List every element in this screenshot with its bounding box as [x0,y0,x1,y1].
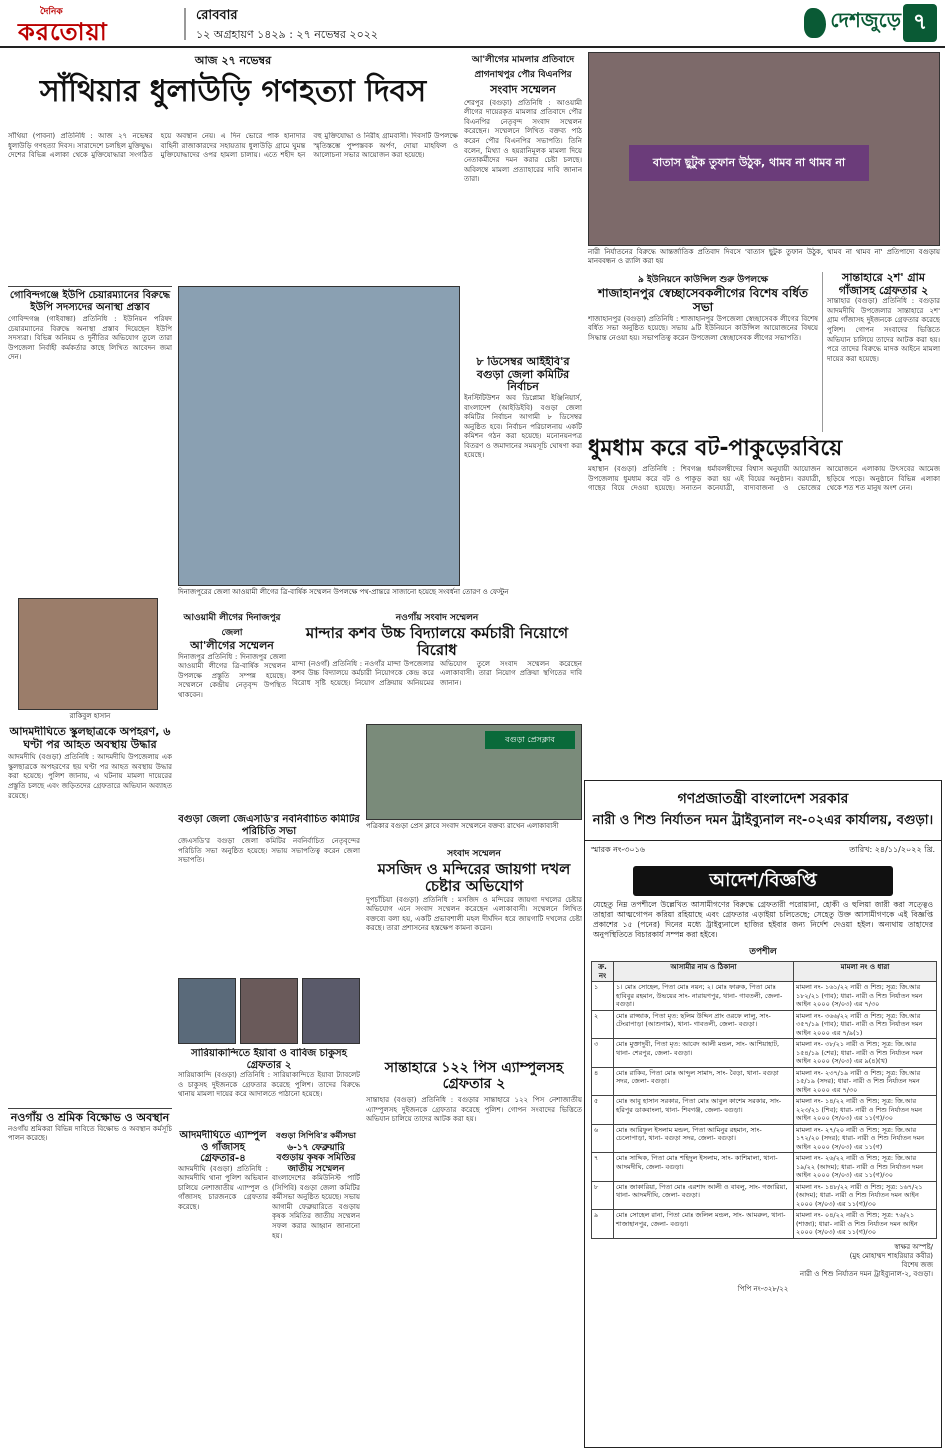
notice-body: যেহেতু নিম্ন তপশীলে উল্লেখিত আসামীগণের বিরুদ্ধে গ্রেফতারী পরোয়ানা, হোকী ও হুলিয়া জারী করা সত্ত্বেও তাহারা আত্মগোপন করিয়া রহিয়াছে এবং গ্রেফতার এড়াইয়া চলিতেছে; সেহেতু উক্ত আসামীগণকে এই বিজ্ঞপ্তি প্রকাশের ১৫ (পনের) দিনের মধ্যে ট্রাইব্যুনালে হাজির হইবার জন্য নির্দেশ দেওয়া হইল। অন্যথায় তাহাদের অনুপস্থিতিতে বিচারকার্য সম্পন্ন করা হইবে। [593,900,933,939]
accused-photo-2 [240,978,298,1044]
row-accused: মোঃ আবু হাসান সরকার, পিতা মোঃ আবুল কাশেম সরকার, সাং- হরিপুর ডাকবাংলা, থানা- শিবগঞ্জ, জেলা- বগুড়া। [614,1096,794,1125]
row-serial: ৩ [592,1039,614,1068]
jsd-body: জেএসডি'র বগুড়া জেলা কমিটির নবনির্বাচিত নেতৃবৃন্দের পরিচিতি সভা অনুষ্ঠিত হয়েছে। সভায় সভাপতিত্ব করেন জেলা সভাপতি। [178,837,360,865]
notice-pp: পিপি নং-৩২৮/২২ [737,1284,789,1293]
naogaon-story [8,1108,172,1448]
order-title: আদেশ/বিজ্ঞপ্তি [633,866,893,896]
table-row [592,1067,937,1096]
notice-header [585,781,941,841]
table-row [592,1210,937,1239]
kidnap-title: আদমদীঘিতে স্কুলছাত্রকে অপহরণ, ৬ ঘণ্টা পর আহত অবস্থায় উদ্ধার [9,726,171,751]
shajahanpur-body: শাজাহানপুর (বগুড়া) প্রতিনিধি : শাজাহানপুর উপজেলা স্বেচ্ছাসেবক লীগের বিশেষ বর্ধিত সভা অনুষ্ঠিত হয়েছে। সভায় ৯টি ইউনিয়নে কাউন্সিল আয়োজনের বিষয়ে সিদ্ধান্ত নেওয়া হয়। সভাপতিত্ব করেন উপজেলা স্বেচ্ছাসেবক লীগের সভাপতি। [588,314,818,342]
row-case: মামলা নং- ২৬/২২ নারী ও শিশু; সূত্র: জি.আর ১৯/২২ (আদম); ধারা- নারী ও শিশু নির্যাতন দমন আইন ২০০০ (স/০৩) এর ১১(গ)/৩০ [794,1153,937,1182]
table-row [592,1181,937,1210]
rally-caption: নারী নির্যাতনের বিরুদ্ধে আন্তর্জাতিক প্রতিবাদ দিবসে 'বাতাস ছুটুক তুফান উঠুক, থামব না থামব না' প্রতিপাদ্যে বগুড়ায় মানববন্ধন ও র‍্যালি করা হয় [588,248,940,265]
page-number: ৭ [903,4,937,42]
schedule-header-case: মামলা নং ও ধারা [794,962,937,982]
cpb-body: বাংলাদেশের কমিউনিস্ট পার্টি (সিপিবি) বগুড়া জেলা কমিটির কর্মীসভা অনুষ্ঠিত হয়েছে। সভায় আগামী ফেব্রুয়ারিতে বগুড়ায় কৃষক সমিতির জাতীয় সম্মেলন সফল করার আহ্বান জানানো হয়। [272,1174,360,1240]
naogaon-body: নওগাঁয় শ্রমিকরা বিভিন্ন দাবিতে বিক্ষোভ ও অবস্থান কর্মসূচি পালন করেছে। [8,1124,172,1143]
row-serial: ৭ [592,1153,614,1182]
issue-date: ১২ অগ্রহায়ণ ১৪২৯ : ২৭ নভেম্বর ২০২২ [196,28,379,41]
mosque-body: দুপচাঁচিয়া (বগুড়া) প্রতিনিধি : মসজিদ ও মন্দিরের জায়গা দখলের চেষ্টার অভিযোগ এনে সংবাদ সম্মেলন করেছেন এলাকাবাসী। সম্মেলনে লিখিত বক্তব্যে বলা হয়, একটি প্রভাবশালী মহল দীর্ঘদিন ধরে জায়গাটি দখলের চেষ্টা করছে। তারা প্রশাসনের হস্তক্ষেপ কামনা করেন। [366,895,582,933]
masthead [0,0,945,48]
dinajpur-kicker: আওয়ামী লীগের দিনাজপুর জেলা [183,613,281,638]
row-case: মামলা নং- ২৩৭/১৯ নারী ও শিশু; সূত্র: জি.আর ১৫/১৯ (সদর); ধারা- নারী ও শিশু নির্যাতন দমন আইন ২০০০ এর ৭/৩০ [794,1067,937,1096]
cpb-story [272,1130,360,1448]
shajahanpur-kicker: ৯ ইউনিয়নে কাউন্সিল শুরু উপলক্ষে [638,275,768,285]
wedding-body: মহাস্থান (বগুড়া) প্রতিনিধি : শিবগঞ্জ উপজেলায় ধুমধাম করে বট ও পাকুড় গাছের বিয়ে দেওয়া হয়েছে। সনাতন ধর্মাবলম্বীদের বিশ্বাস অনুযায়ী আয়োজন করা হয় এই বিয়ের অনুষ্ঠান। বরযাত্রী, কনেযাত্রী, বাদ্যবাজনা ও ভোজের আয়োজনে এলাকায় উৎসবের আমেজ ছড়িয়ে পড়ে। অনুষ্ঠানে বিভিন্ন এলাকা থেকে শত শত মানুষ অংশ নেন। [588,465,940,493]
shajahanpur-story [588,272,818,412]
student-name: রাকিবুল হাসান [69,712,111,720]
row-serial: ২ [592,1010,614,1039]
divider [184,8,186,40]
row-case: মামলা নং- ০৪/২২ নারী ও শিশু; সূত্র: ৭৬/২১ (শাজা); ধারা- নারী ও শিশু নির্যাতন দমন আইন ২০০০ (স/০৩) এর ১১(গ)/৩০ [794,1210,937,1239]
row-serial: ৮ [592,1181,614,1210]
santahar-ganja-title: সান্তাহারে ২শ' গ্রাম গাঁজাসহ গ্রেফতার ২ [838,272,929,297]
row-accused: মোঃ রাকিব, পিতা মোঃ আব্দুল সামাদ, সাং- বৈড়া, থানা- বগুড়া সদর, জেলা- বগুড়া। [614,1067,794,1096]
adamdighi-body: আদমদীঘি (বগুড়া) প্রতিনিধি : আদমদীঘি থানা পুলিশ অভিযান চালিয়ে নেশাজাতীয় এ্যাম্পুল ও গাঁজাসহ চারজনকে গ্রেফতার করেছে। [178,1164,268,1211]
notice-date: তারিখ: ২৪/১১/২০২২ খ্রি. [849,845,935,854]
notice-govt-title: গণপ্রজাতন্ত্রী বাংলাদেশ সরকার [677,791,849,807]
cpb-kicker: বগুড়া সিপিবি'র কর্মীসভা [276,1131,356,1140]
santahar-ampule-story [366,1060,582,1448]
cpb-title: ৬-১৭ ফেব্রুয়ারি বগুড়ায় কৃষক সমিতির জাতীয় সম্মেলন [276,1143,356,1174]
bnp-body: শেরপুর (বগুড়া) প্রতিনিধি : আওয়ামী লীগের দায়েরকৃত মামলার প্রতিবাদে পৌর বিএনপির নেতৃবৃন্দ সংবাদ সম্মেলন করেছেন। সম্মেলনে লিখিত বক্তব্য পাঠ করেন পৌর বিএনপির সভাপতি। তিনি বলেন, মিথ্যা ও হয়রানিমূলক মামলা দিয়ে নেতাকর্মীদের দমন করার চেষ্টা চলছে। অবিলম্বে মামলা প্রত্যাহারের দাবি জানান তারা। [464,98,582,184]
lead-title: সাঁথিয়ার ধুলাউড়ি গণহত্যা দিবস [39,74,427,109]
schedule-table [591,961,937,1239]
mosque-title: মসজিদ ও মন্দিরের জায়গা দখল চেষ্টার অভিযোগ [377,860,571,896]
row-serial: ৬ [592,1124,614,1153]
table-row [592,1124,937,1153]
notice-memo: স্মারক নং-৩০১৬ [591,845,646,854]
kidnap-story [8,726,172,1106]
adamdighi-title: আদমদীঘিতে এ্যাম্পুল ও গাঁজাসহ গ্রেফতার-৪ [179,1130,267,1164]
brand-name: করতোয়া [18,18,108,46]
row-case: মামলা নং- ৩৮/২১ নারী ও শিশু; সূত্র: জি.আর ১৫৪/১৯ (শের); ধারা- নারী ও শিশু নির্যাতন দমন আইন ২০০০ (স/০৩) এর ৯(৪)(খ) [794,1039,937,1068]
govindaganj-body: গোবিন্দগঞ্জ (গাইবান্ধা) প্রতিনিধি : ইউনিয়ন পরিষদ চেয়ারম্যানের বিরুদ্ধে অনাস্থা প্রস্তাব দিয়েছেন ইউপি সদস্যরা। বিভিন্ন অনিয়ম ও দুর্নীতির অভিযোগ তুলে তারা উপজেলা নির্বাহী কর্মকর্তার কাছে লিখিত আবেদন জমা দেন। [8,315,172,362]
jsd-title: বগুড়া জেলা জেএসডি'র নবনির্বাচিত কমিটির পরিচিতি সভা [178,814,360,837]
gate-photo [178,286,460,586]
mosque-story [366,846,582,1056]
row-case: মামলা নং- ১৪/২২ নারী ও শিশু; সূত্র: জি.আর ২২৩/২১ (শিব); ধারা- নারী ও শিশু নির্যাতন দমন আইন ২০০০ (স/০৩) এর ১১(গ)/৩০ [794,1096,937,1125]
bnp-kicker: আ'লীগের মামলার প্রতিবাদে প্রাগনাথপুর পৌর বিএনপির [471,55,575,80]
row-accused: ১। মোঃ সোহেল, পিতা মোঃ নয়ন; ২। মোঃ ফারুক, পিতা মোঃ হাবিবুর রহমান, উভয়ের সাং- নারায়ণপুর, থানা- গাবতলী, জেলা- বগুড়া। [614,982,794,1011]
ieb-body: ইনস্টিটিউশন অব ডিপ্লোমা ইঞ্জিনিয়ার্স, বাংলাদেশ (আইডিইবি) বগুড়া জেলা কমিটির নির্বাচন আগামী ৮ ডিসেম্বর অনুষ্ঠিত হবে। নির্বাচন পরিচালনায় একটি কমিশন গঠন করা হয়েছে। মনোনয়নপত্র বিতরণ ও জমাদানের সময়সূচি ঘোষণা করা হয়েছে। [464,393,582,460]
schedule-header-accused: আসামীর নাম ও ঠিকানা [614,962,794,982]
sariakandi-title: সারিয়াকান্দিতে ইয়াবা ও বাবিজ চাকুসহ গ্রেফতার ২ [191,1048,347,1071]
row-serial: ১ [592,982,614,1011]
ieb-story [464,356,582,584]
bangladesh-map-icon [804,8,826,38]
school-story [292,610,582,720]
row-serial: ৫ [592,1096,614,1125]
ieb-title: ৮ ডিসেম্বর আইইবি'র বগুড়া জেলা কমিটির নির্বাচন [476,356,570,394]
dinajpur-title: আ'লীগের সম্মেলন [190,639,274,652]
wedding-title: ধুমধাম করে বট-পাকুড়েরবিয়ে [588,436,843,461]
table-row [592,1039,937,1068]
naogaon-title: নওগাঁয় ও শ্রমিক বিক্ষোভ ও অবস্থান [10,1111,170,1124]
notice-meta [585,841,941,860]
issue-day: রোববার [196,8,238,23]
school-body: মান্দা (নওগাঁ) প্রতিনিধি : নওগাঁর মান্দা উপজেলার কশব উচ্চ বিদ্যালয়ে কর্মচারী নিয়োগকে কেন্দ্র করে বিরোধ সৃষ্টি হয়েছে। নিয়োগ প্রক্রিয়ায় অনিয়মের অভিযোগ তুলে সংবাদ সম্মেলন করেছেন এলাকাবাসী। তারা নিয়োগ প্রক্রিয়া স্থগিতের দাবি জানান। [292,659,582,687]
row-accused: মোঃ মুক্তাদুবী, পিতা মৃত: আবেদ আলী মন্ডল, সাং- আশিয়াহাট, থানা- শেরপুর, জেলা- বগুড়া। [614,1039,794,1068]
row-case: মামলা নং- ১৪৮/২২ নারী ও শিশু; সূত্র: ১৬৭/২১ (আদম); ধারা- নারী ও শিশু নির্যাতন দমন আইন ২০০০ (স/০৩) এর ১১(গ)/৩০ [794,1181,937,1210]
lead-kicker: আজ ২৭ নভেম্বর [194,54,272,67]
student-photo [18,598,158,710]
santahar-ganja-story [822,272,940,432]
row-case: মামলা নং- ১৬১/২২ নারী ও শিশু; সূত্র: জি.আর ১৮২/২১ (গাব); ধারা- নারী ও শিশু নির্যাতন দমন আইন ২০০০ (স/০৩) এর ৭/৩০ [794,982,937,1011]
row-accused: মোঃ আরিফুল ইসলাম মন্ডল, পিতা আমিনুর রহমান, সাং- চেলোপাড়া, থানা- বগুড়া সদর, জেলা- বগুড়া। [614,1124,794,1153]
adamdighi-story [178,1130,268,1448]
section-title: দেশজুড়ে [830,8,901,32]
shajahanpur-title: শাজাহানপুর স্বেচ্ছাসেবকলীগের বিশেষ বর্ধিত সভা [597,286,808,314]
table-row [592,1153,937,1182]
sariakandi-story [178,1048,360,1128]
kidnap-body: আদমদীঘি (বগুড়া) প্রতিনিধি : আদমদীঘি উপজেলায় এক স্কুলছাত্রকে অপহরণের ছয় ঘণ্টা পর আহত অবস্থায় উদ্ধার করা হয়েছে। পুলিশ জানায়, এ ঘটনায় মামলা দায়েরের প্রস্তুতি চলছে এবং জড়িতদের গ্রেফতারে অভিযান অব্যাহত রয়েছে। [8,753,172,800]
govindaganj-story [8,286,172,586]
santahar-ganja-body: সান্তাহার (বগুড়া) প্রতিনিধি : বগুড়ার আদমদীঘি উপজেলার সান্তাহারে ২শ' গ্রাম গাঁজাসহ দুইজনকে গ্রেফতার করেছে পুলিশ। গোপন সংবাদের ভিত্তিতে অভিযান চালিয়ে তাদের আটক করা হয়। পরে তাদের বিরুদ্ধে মাদক আইনে মামলা দায়ের করা হয়েছে। [827,297,940,363]
table-row [592,1096,937,1125]
notice-signature: স্বাক্ষর অস্পষ্ট/ (মুহ মোহাম্মদ শাহরিয়ার কবীর) বিশেষ জজ নারী ও শিশু নির্যাতন দমন ট্রাইব্যুনাল-২, বগুড়া। [799,1242,933,1278]
gate-caption: দিনাজপুরের জেলা আওয়ামী লীগের ত্রি-বার্ষিক সম্মেলন উপলক্ষে পথ-প্রান্তরে সাজানো হয়েছে সংবর্ধনা তোরণ ও ফেস্টুন [178,588,509,596]
bnp-title: সংবাদ সম্মেলন [490,83,556,96]
accused-photo-3 [302,978,360,1044]
table-row [592,982,937,1011]
govindaganj-title: গোবিন্দগঞ্জে ইউপি চেয়ারম্যানের বিরুদ্ধে ইউপি সদস্যদের অনাস্থা প্রস্তাব [9,290,171,313]
row-serial: ৪ [592,1067,614,1096]
meeting-caption: পত্রিকার বগুড়া প্রেস ক্লাবে সংবাদ সম্মেলনে বক্তব্য রাখেন এলাকাবাসী [366,822,559,830]
table-row [592,1010,937,1039]
wedding-story [588,436,940,586]
row-serial: ৯ [592,1210,614,1239]
section-logo [804,6,901,39]
school-title: মান্দার কশব উচ্চ বিদ্যালয়ে কর্মচারী নিয়োগে বিরোধ [305,624,569,660]
dinajpur-body: দিনাজপুর প্রতিনিধি : দিনাজপুর জেলা আওয়ামী লীগের ত্রি-বার্ষিক সম্মেলন উপলক্ষে প্রস্তুতি সম্পন্ন হয়েছে। সম্মেলনে কেন্দ্রীয় নেতৃবৃন্দ উপস্থিত থাকবেন। [178,652,286,700]
rally-banner: বাতাস ছুটুক তুফান উঠুক, থামব না থামব না [629,145,869,181]
row-case: মামলা নং- ২৭/২০ নারী ও শিশু; সূত্র: জি.আর ১৭২/২০ (সদর); ধারা- নারী ও শিশু নির্যাতন দমন আইন ২০০০ (স/০৩) এর ১১(গ) [794,1124,937,1153]
row-accused: মোঃ রাজ্জাক, পিতা মৃত: ছলিম উদ্দিন প্রাং ওরফে লালু, সাং- টেংরাপাড়া (আশুগাম), থানা- গাবতলী, জেলা- বগুড়া। [614,1010,794,1039]
schedule-header-serial: ক্র. নং [592,962,614,982]
school-kicker: নওগাঁয় সংবাদ সম্মেলন [395,613,479,623]
sariakandi-body: সারিয়াকান্দি (বগুড়া) প্রতিনিধি : সারিয়াকান্দিতে ইয়াবা ট্যাবলেট ও চাকুসহ দুইজনকে গ্রেফতার করেছে পুলিশ। তাদের বিরুদ্ধে থানায় মামলা দায়ের করে আদালতে পাঠানো হয়েছে। [178,1071,360,1099]
accused-photo-1 [178,978,236,1044]
schedule-title: তপশীল [749,947,777,957]
meeting-photo [366,724,582,820]
rally-photo [588,52,940,246]
jsd-story [178,814,360,974]
bogra-logo: বগুড়া প্রেসক্লাব [485,731,575,749]
row-case: মামলা নং- ৩৬৬/২২ নারী ও শিশু; সূত্র: জি.আর ৩৫৭/১৯ (গাব); ধারা- নারী ও শিশু নির্যাতন দমন আইন ২০০০ এর ৭/৯(১) [794,1010,937,1039]
mosque-kicker: সংবাদ সম্মেলন [447,849,501,859]
brand-small: দৈনিক [40,7,63,17]
santahar-ampule-title: সান্তাহারে ১২২ পিস এ্যাম্পুলসহ গ্রেফতার ২ [384,1060,564,1093]
lead-body: সাঁথিয়া (পাবনা) প্রতিনিধি : আজ ২৭ নভেম্বর ধুলাউড়ি গণহত্যা দিবস। সারাদেশে চলছিল মুক্তিযুদ্ধ। দেশের বিভিন্ন এলাকা থেকে মুক্তিযোদ্ধারা সংগঠিত হয়ে অবস্থান নেয়। এ দিন ভোরে পাক হানাদার বাহিনী রাজাকারদের সহায়তায় ধুলাউড়ি গ্রামে ঘুমন্ত মুক্তিযোদ্ধাদের ওপর হামলা চালায়। এতে শহীদ হন বহু মুক্তিযোদ্ধা ও নিরীহ গ্রামবাসী। দিবসটি উপলক্ষে স্মৃতিস্তম্ভে পুষ্পস্তবক অর্পণ, দোয়া মাহফিল ও আলোচনা সভার আয়োজন করা হয়েছে। [8,132,458,160]
newspaper-logo [10,4,180,44]
dinajpur-story [178,610,286,810]
bnp-story [464,52,582,352]
court-notice [584,780,942,1448]
notice-tribunal-title: নারী ও শিশু নির্যাতন দমন ট্রাইব্যুনাল নং-০২এর কার্যালয়, বগুড়া। [592,813,934,828]
santahar-ampule-body: সান্তাহার (বগুড়া) প্রতিনিধি : বগুড়ার সান্তাহারে ১২২ পিস নেশাজাতীয় এ্যাম্পুলসহ দুইজনকে গ্রেফতার করেছে পুলিশ। গোপন সংবাদের ভিত্তিতে অভিযান চালিয়ে তাদের আটক করা হয়। [366,1096,582,1124]
row-accused: মোঃ জাকারিয়া, পিতা মোঃ এরশাদ আলী ও বাবলু, সাং- গজারিয়া, থানা- আদমদীঘি, জেলা- বগুড়া। [614,1181,794,1210]
row-accused: মোঃ সোহেল রানা, পিতা মোঃ জলিল মন্ডল, সাং- আমরুল, থানা- শাজাহানপুর, জেলা- বগুড়া। [614,1210,794,1239]
lead-headline-block [8,52,458,130]
row-accused: মোঃ সাদ্দিক, পিতা মোঃ শহিদুল ইসলাম, সাং- কাশিমালা, থানা- আদমদীঘি, জেলা- বগুড়া। [614,1153,794,1182]
